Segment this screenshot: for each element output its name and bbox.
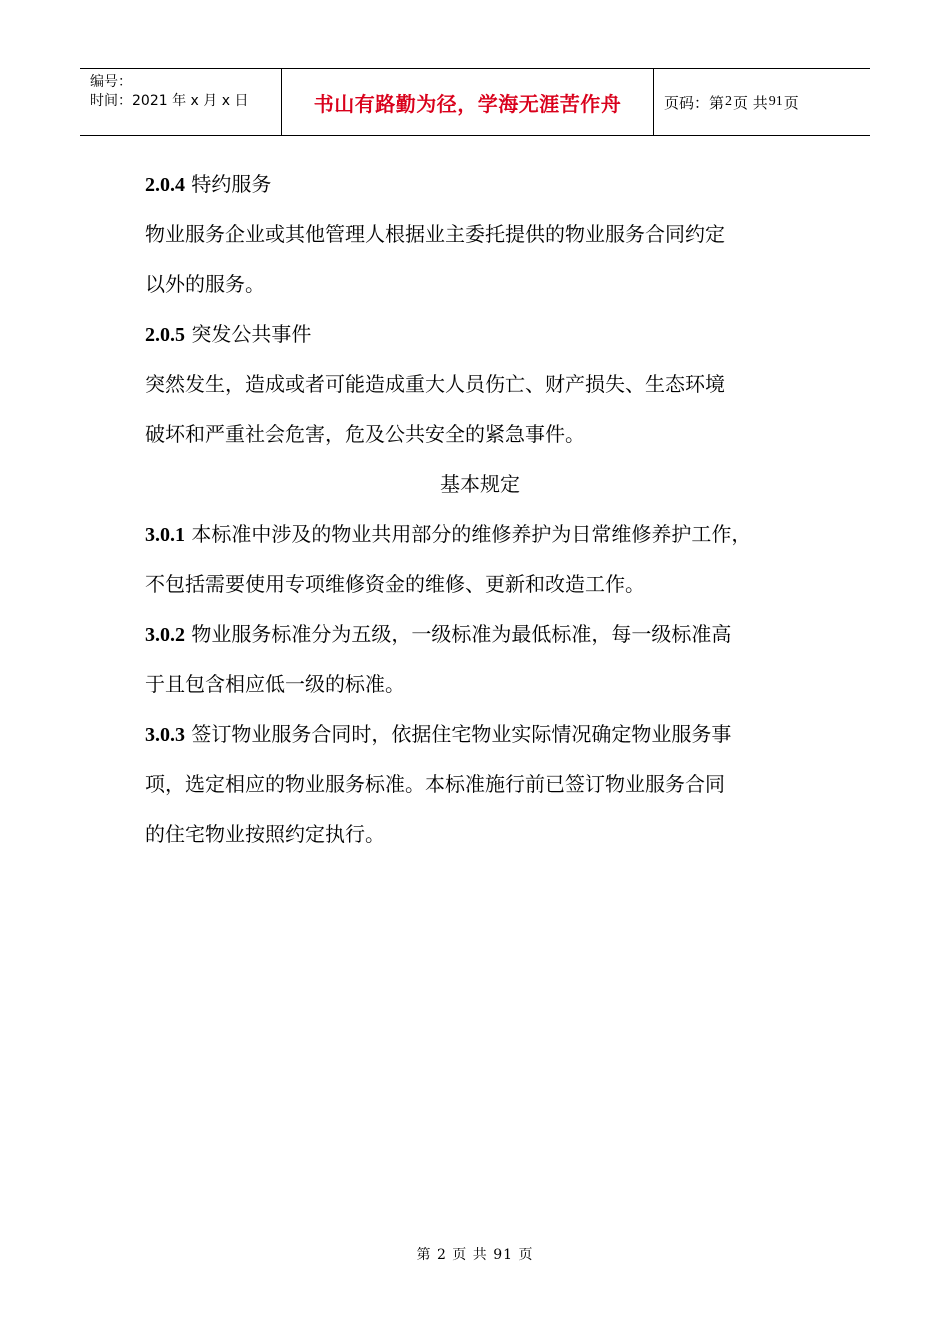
page-total: 91 bbox=[768, 94, 783, 109]
paragraph-line: 突然发生，造成或者可能造成重大人员伤亡、财产损失、生态环境 bbox=[145, 372, 725, 396]
paragraph-line: 以外的服务。 bbox=[145, 272, 265, 296]
paragraph-line: 的住宅物业按照约定执行。 bbox=[145, 822, 385, 846]
paragraph-line: 于且包含相应低一级的标准。 bbox=[145, 672, 405, 696]
clause-text: 本标准中涉及的物业共用部分的维修养护为日常维修养护工作， bbox=[185, 522, 752, 546]
header-meta-cell bbox=[80, 69, 282, 135]
page-footer: 第 2 页 共 91 页 bbox=[416, 1247, 534, 1263]
section-number: 2.0.5 bbox=[145, 324, 185, 346]
section-heading-2-0-5 bbox=[145, 315, 815, 365]
section-title: 特约服务 bbox=[185, 172, 272, 196]
clause-number: 3.0.2 bbox=[145, 624, 185, 646]
document-body bbox=[145, 165, 815, 865]
section-title: 突发公共事件 bbox=[185, 322, 312, 346]
clause-3-0-1 bbox=[145, 515, 815, 565]
paragraph-line: 不包括需要使用专项维修资金的维修、更新和改造工作。 bbox=[145, 572, 645, 596]
paragraph-line: 破坏和严重社会危害，危及公共安全的紧急事件。 bbox=[145, 422, 585, 446]
paragraph-line: 项，选定相应的物业服务标准。本标准施行前已签订物业服务合同 bbox=[145, 772, 725, 796]
header-page-cell bbox=[654, 69, 870, 135]
clause-text: 签订物业服务合同时，依据住宅物业实际情况确定物业服务事 bbox=[185, 722, 732, 746]
section-heading-2-0-4 bbox=[145, 165, 815, 215]
date-label: 时间：2021 年 x 月 x 日 bbox=[90, 93, 249, 109]
clause-number: 3.0.1 bbox=[145, 524, 185, 546]
chapter-title: 基本规定 bbox=[440, 472, 520, 496]
page-prefix: 页码：第 bbox=[664, 93, 725, 112]
page-middle: 页 共 bbox=[733, 93, 768, 112]
document-header bbox=[80, 68, 870, 136]
motto-text: 书山有路勤为径，学海无涯苦作舟 bbox=[313, 91, 622, 116]
paragraph-line: 物业服务企业或其他管理人根据业主委托提供的物业服务合同约定 bbox=[145, 222, 725, 246]
page-suffix: 页 bbox=[783, 93, 799, 112]
section-number: 2.0.4 bbox=[145, 174, 185, 196]
clause-number: 3.0.3 bbox=[145, 724, 185, 746]
clause-text: 物业服务标准分为五级，一级标准为最低标准，每一级标准高 bbox=[185, 622, 732, 646]
page-current: 2 bbox=[725, 94, 733, 109]
clause-3-0-2 bbox=[145, 615, 815, 665]
clause-3-0-3 bbox=[145, 715, 815, 765]
serial-number-label: 编号： bbox=[90, 74, 132, 90]
header-motto-cell bbox=[282, 69, 654, 135]
